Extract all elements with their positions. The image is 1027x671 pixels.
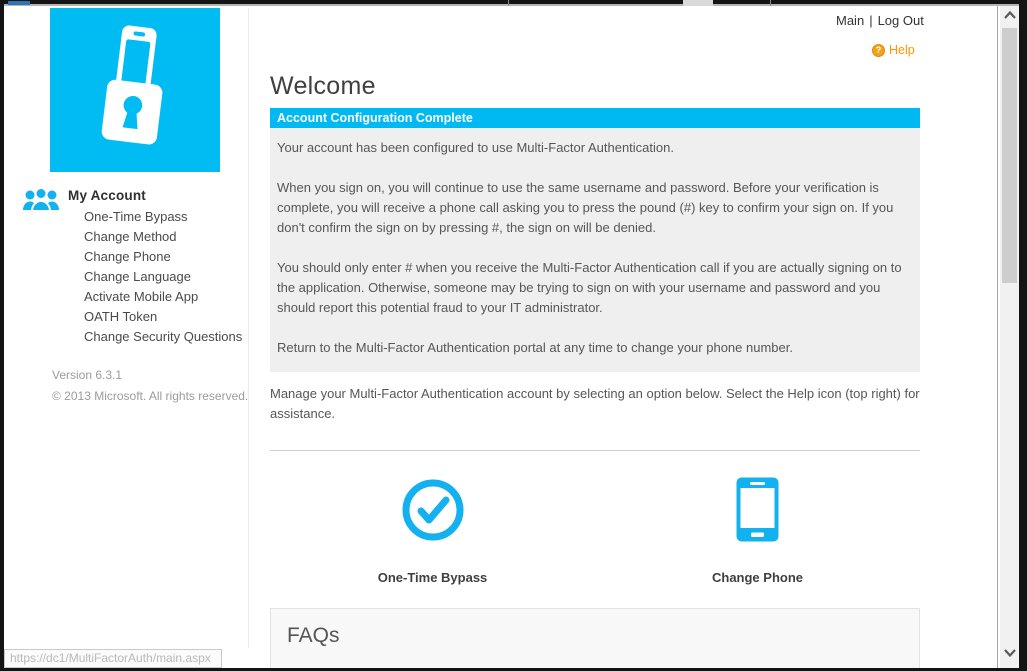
status-banner: Account Configuration Complete — [270, 108, 920, 128]
window-border-left — [0, 0, 4, 671]
nav-separator: | — [869, 13, 873, 28]
info-paragraph: You should only enter # when you receive the Multi-Factor Authentication call if you are actually signing on to the application. Otherwise, someone may be trying to sign on with your username and password and you should report this potential fraud to your IT administrator. — [277, 260, 902, 315]
change-phone-option[interactable] — [595, 470, 920, 585]
logout-link[interactable]: Log Out — [877, 13, 924, 28]
scroll-up-button[interactable] — [1000, 4, 1019, 26]
page-title: Welcome — [270, 72, 376, 100]
mfa-logo — [50, 8, 220, 172]
info-paragraph: Your account has been configured to use Multi-Factor Authentication. — [277, 140, 674, 155]
background-window-artifact — [508, 0, 509, 6]
smartphone-icon — [736, 477, 779, 547]
info-paragraph: When you sign on, you will continue to use the same username and password. Before your verification is complete, you will receive a phone call asking you to press the pound (#) key to confirm your sign on. If you don't confirm the sign on by pressing #, the sign on will be denied. — [277, 180, 894, 235]
window-border-right — [1019, 0, 1027, 671]
top-nav — [836, 13, 924, 28]
my-account-heading: My Account — [68, 188, 147, 203]
sidebar-item-change-security-questions[interactable]: Change Security Questions — [84, 329, 243, 344]
info-paragraph: Return to the Multi-Factor Authentication portal at any time to change your phone number. — [277, 340, 793, 355]
people-icon — [22, 186, 60, 212]
info-box — [270, 128, 920, 372]
version-text: Version 6.3.1 — [52, 368, 123, 382]
faq-section[interactable] — [270, 608, 920, 671]
main-link[interactable]: Main — [836, 13, 865, 28]
help-link[interactable] — [872, 43, 915, 57]
manage-instruction: Manage your Multi-Factor Authentication account by selecting an option below. Select the Help icon (top right) for assistance. — [270, 386, 920, 421]
background-window-artifact — [770, 0, 771, 6]
background-window-accent — [8, 1, 30, 5]
sidebar-divider — [248, 8, 249, 648]
window-top-edge — [0, 0, 1027, 6]
check-circle-icon — [401, 478, 465, 547]
sidebar-item-oath-token[interactable]: OATH Token — [84, 309, 158, 324]
change-phone-label: Change Phone — [711, 570, 803, 585]
sidebar-menu — [84, 207, 242, 347]
content-edge-line — [997, 0, 998, 668]
sidebar-item-change-method[interactable]: Change Method — [84, 229, 177, 244]
help-icon: ? — [872, 44, 885, 57]
one-time-bypass-label: One-Time Bypass — [377, 570, 488, 585]
scrollbar-thumb[interactable] — [1002, 28, 1017, 283]
vertical-scrollbar[interactable] — [1000, 0, 1019, 668]
account-options — [270, 470, 920, 585]
one-time-bypass-option[interactable] — [270, 470, 595, 585]
sidebar-item-activate-mobile-app[interactable]: Activate Mobile App — [84, 289, 199, 304]
help-label: Help — [889, 43, 915, 57]
sidebar-item-change-language[interactable]: Change Language — [84, 269, 191, 284]
sidebar-item-one-time-bypass[interactable]: One-Time Bypass — [84, 209, 188, 224]
copyright-text: © 2013 Microsoft. All rights reserved. — [52, 389, 249, 403]
sidebar-item-change-phone[interactable]: Change Phone — [84, 249, 171, 264]
background-window-edge — [683, 0, 713, 6]
section-divider — [270, 450, 920, 451]
phone-lock-icon — [77, 22, 193, 159]
status-url-tooltip: https://dc1/MultiFactorAuth/main.aspx — [4, 649, 222, 668]
faq-title: FAQs — [287, 624, 340, 647]
scroll-down-button[interactable] — [1000, 642, 1019, 664]
